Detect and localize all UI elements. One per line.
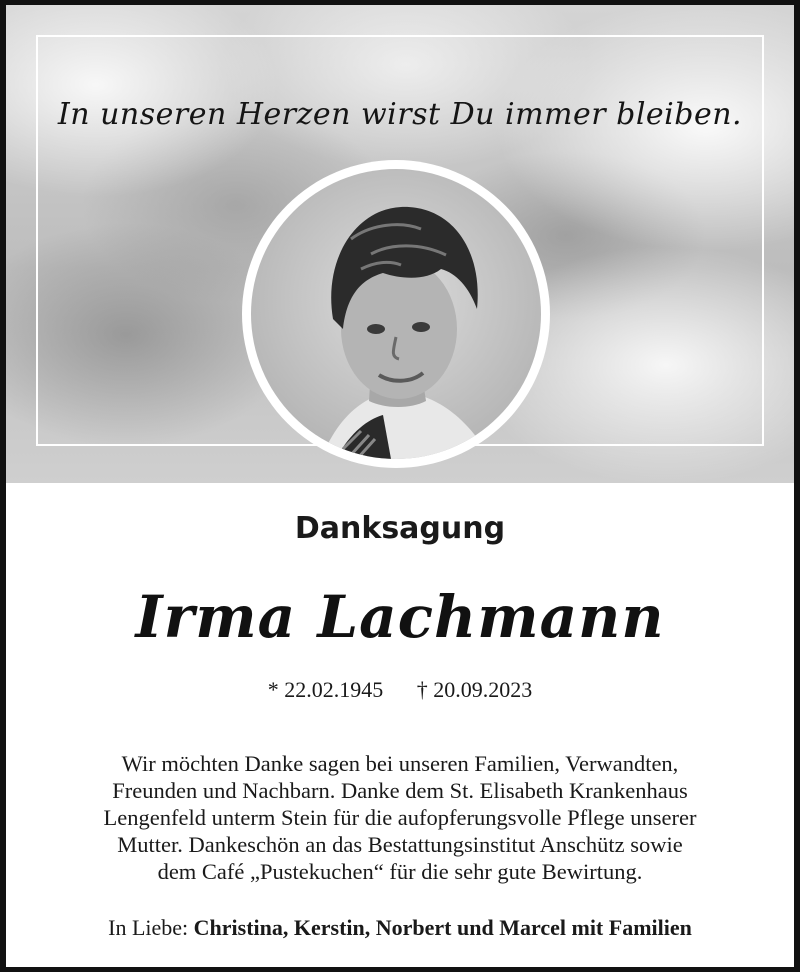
portrait-photo <box>251 169 541 459</box>
thanks-line: Freunden und Nachbarn. Danke dem St. Elisabeth Krankenhaus <box>112 778 688 803</box>
signature-names: Christina, Kerstin, Norbert und Marcel mit Familien <box>193 915 692 940</box>
thanks-line: Mutter. Dankeschön an das Bestattungsinstitut Anschütz sowie <box>117 832 683 857</box>
birth-date: * 22.02.1945 <box>267 677 384 702</box>
death-date: † 20.09.2023 <box>416 677 533 702</box>
thanks-line: Wir möchten Danke sagen bei unseren Familien, Verwandten, <box>121 751 679 776</box>
deceased-name: Irma Lachmann <box>135 583 665 651</box>
life-dates <box>6 677 794 703</box>
thanks-line: Lengenfeld unterm Stein für die aufopferungsvolle Pflege unserer <box>103 805 697 830</box>
signature-prefix: In Liebe: <box>108 915 189 940</box>
signature <box>6 915 794 941</box>
cloud-background <box>6 5 794 483</box>
thanks-text <box>36 750 764 885</box>
thanks-line: dem Café „Pustekuchen“ für die sehr gute Bewirtung. <box>157 859 643 884</box>
motto-text: In unseren Herzen wirst Du immer bleiben. <box>57 97 743 132</box>
portrait-silhouette-icon <box>251 169 541 459</box>
notice-title: Danksagung <box>294 511 506 546</box>
